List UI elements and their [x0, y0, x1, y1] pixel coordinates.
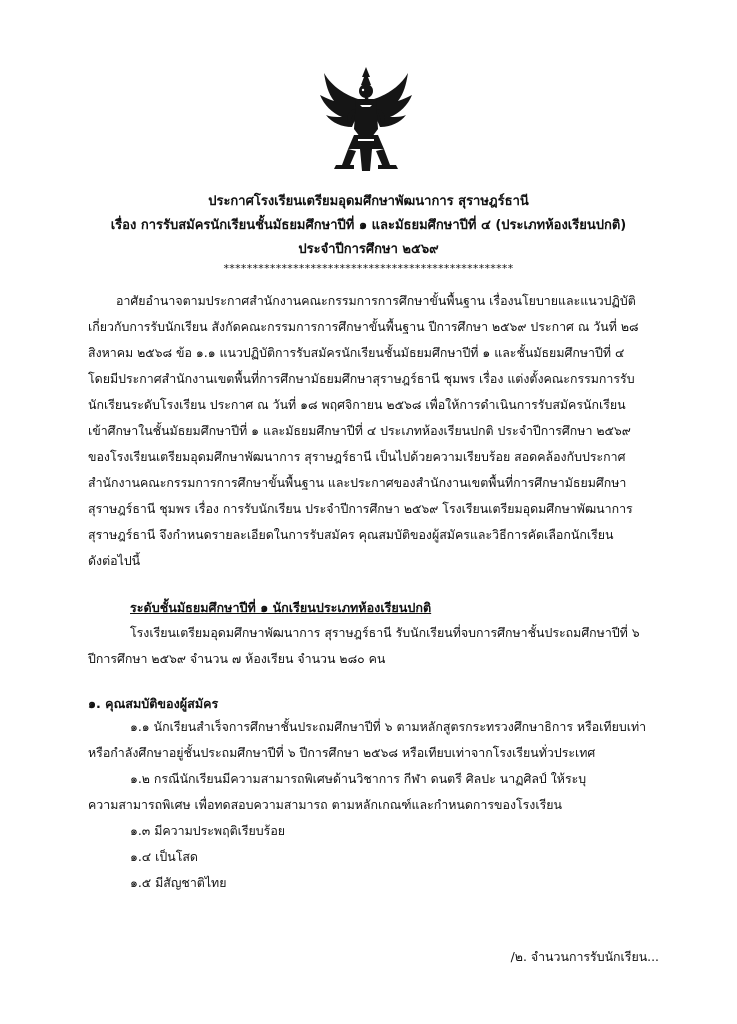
academic-year-title: ประจำปีการศึกษา ๒๕๖๙: [298, 242, 439, 257]
announcement-title: ประกาศโรงเรียนเตรียมอุดมศึกษาพัฒนาการ สุราษฎร์ธานี: [208, 194, 529, 209]
announcement-subject: เรื่อง การรับสมัครนักเรียนชั้นมัธยมศึกษาปีที่ ๑ และมัธยมศึกษาปีที่ ๔ (ประเภทห้องเรียนปกติ): [110, 218, 627, 233]
title-separator: **************************************************: [223, 262, 514, 275]
intro-line: ดังต่อไปนี้: [88, 553, 141, 568]
intro-line: เกี่ยวกับการรับนักเรียน สังกัดคณะกรรมการการศึกษาขั้นพื้นฐาน ปีการศึกษา ๒๕๖๙ ประกาศ ณ วันที่ ๒๘: [88, 319, 639, 334]
intro-line: นักเรียนระดับโรงเรียน ประกาศ ณ วันที่ ๑๘ พฤศจิกายน ๒๕๖๘ เพื่อให้การดำเนินการรับสมัครนักเรียน: [88, 397, 626, 412]
level-section-line: ปีการศึกษา ๒๕๖๙ จำนวน ๗ ห้องเรียน จำนวน ๒๘๐ คน: [88, 651, 386, 666]
qualification-item: ๑.๑ นักเรียนสำเร็จการศึกษาชั้นประถมศึกษาปีที่ ๖ ตามหลักสูตรกระทรวงศึกษาธิการ หรือเทียบเท่า: [130, 719, 647, 734]
intro-line: สุราษฎร์ธานี จึงกำหนดรายละเอียดในการรับสมัคร คุณสมบัติของผู้สมัครและวิธีการคัดเลือกนักเรียน: [88, 527, 614, 542]
qualification-item: หรือกำลังศึกษาอยู่ชั้นประถมศึกษาปีที่ ๖ ปีการศึกษา ๒๕๖๘ หรือเทียบเท่าจากโรงเรียนทั่วประเทศ: [88, 745, 596, 760]
qualification-item: ๑.๓ มีความประพฤติเรียบร้อย: [130, 823, 286, 838]
qualification-item: ๑.๔ เป็นโสด: [130, 849, 198, 864]
qualification-item: ๑.๕ มีสัญชาติไทย: [130, 875, 227, 890]
garuda-emblem: [318, 65, 414, 175]
intro-line: สำนักงานคณะกรรมการการศึกษาขั้นพื้นฐาน และประกาศของสำนักงานเขตพื้นที่การศึกษามัธยมศึกษา: [88, 475, 627, 490]
intro-line: เข้าศึกษาในชั้นมัธยมศึกษาปีที่ ๑ และมัธยมศึกษาปีที่ ๔ ประเภทห้องเรียนปกติ ประจำปีการศึกษา ๒๕๖๙: [88, 423, 631, 438]
intro-line: โดยมีประกาศสำนักงานเขตพื้นที่การศึกษามัธยมศึกษาสุราษฎร์ธานี ชุมพร เรื่อง แต่งตั้งคณะกรรมการรับ: [88, 371, 635, 386]
level-section-line: โรงเรียนเตรียมอุดมศึกษาพัฒนาการ สุราษฎร์ธานี รับนักเรียนที่จบการศึกษาชั้นประถมศึกษาปีที่ ๖: [130, 625, 640, 640]
qualification-item: ๑.๒ กรณีนักเรียนมีความสามารถพิเศษด้านวิชาการ กีฬา ดนตรี ศิลปะ นาฏศิลป์ ให้ระบุ: [130, 771, 587, 786]
qualification-item: ความสามารถพิเศษ เพื่อทดสอบความสามารถ ตามหลักเกณฑ์และกำหนดการของโรงเรียน: [88, 797, 562, 812]
intro-line: ของโรงเรียนเตรียมอุดมศึกษาพัฒนาการ สุราษฎร์ธานี เป็นไปด้วยความเรียบร้อย สอดคล้องกับประกาศ: [88, 449, 626, 464]
level-section-title: ระดับชั้นมัธยมศึกษาปีที่ ๑ นักเรียนประเภทห้องเรียนปกติ: [130, 600, 432, 615]
page-continuation: /๒. จำนวนการรับนักเรียน...: [510, 949, 659, 964]
intro-line: สิงหาคม ๒๕๖๘ ข้อ ๑.๑ แนวปฏิบัติการรับสมัครนักเรียนชั้นมัธยมศึกษาปีที่ ๑ และชั้นมัธยมศึกษาปีที่ ๔: [88, 345, 625, 360]
intro-line: สุราษฎร์ธานี ชุมพร เรื่อง การรับนักเรียน ประจำปีการศึกษา ๒๕๖๙ โรงเรียนเตรียมอุดมศึกษาพัฒนาการ: [88, 501, 633, 516]
intro-line: อาศัยอำนาจตามประกาศสำนักงานคณะกรรมการการศึกษาขั้นพื้นฐาน เรื่องนโยบายและแนวปฏิบัติ: [116, 293, 636, 308]
qualifications-title: ๑. คุณสมบัติของผู้สมัคร: [88, 696, 219, 711]
